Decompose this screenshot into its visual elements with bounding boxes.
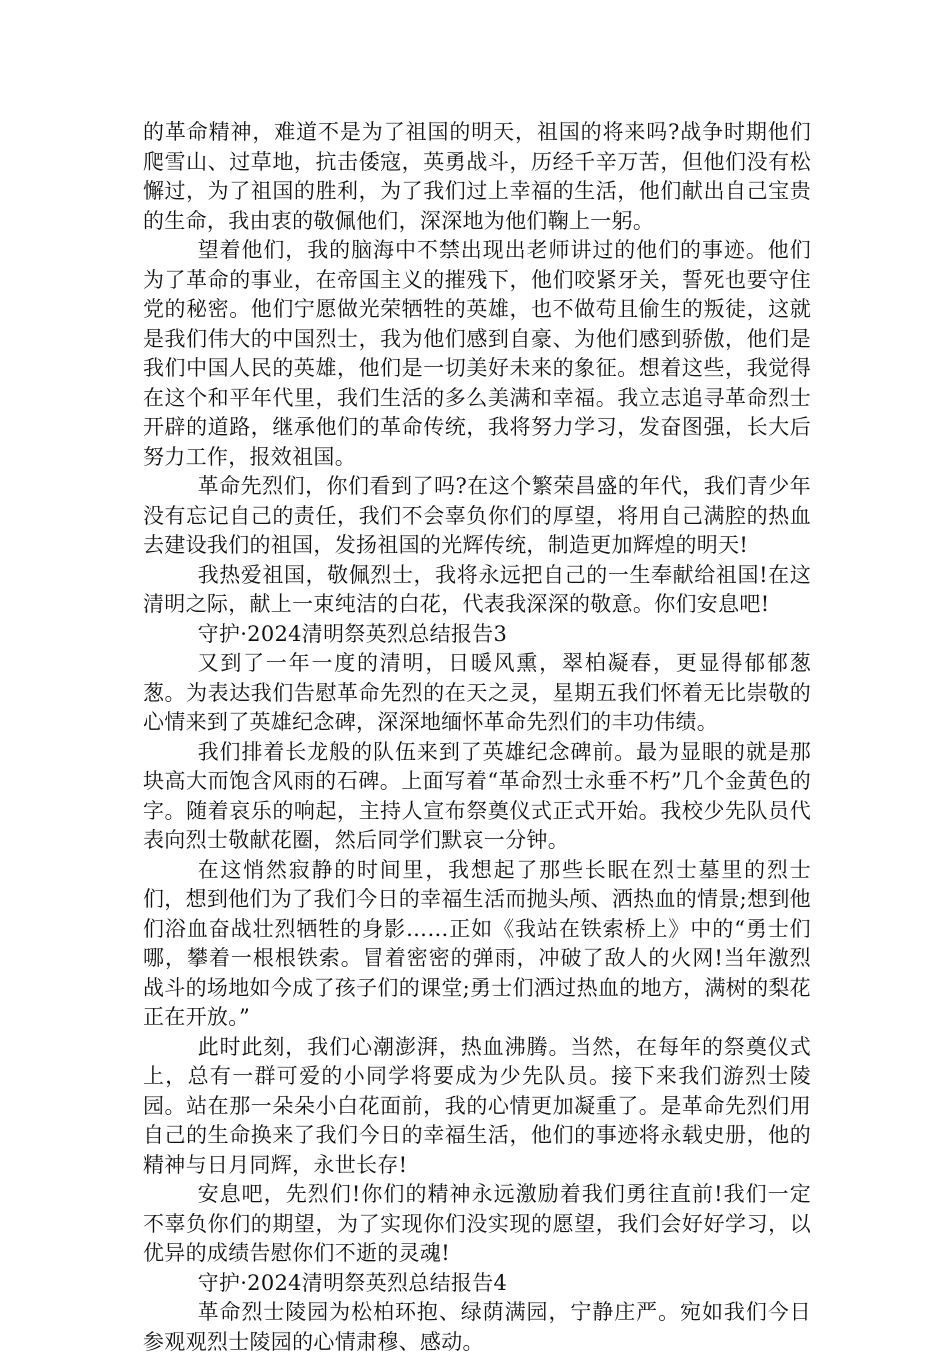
- paragraph: 我们排着长龙般的队伍来到了英雄纪念碑前。最为显眼的就是那块高大而饱含风雨的石碑。上面写着“革命烈士永垂不朽”几个金黄色的字。随着哀乐的响起，主持人宣布祭奠仪式正式开始。我校少先队员代表向烈士敬献花圈，然后同学们默哀一分钟。: [143, 739, 811, 852]
- section-heading-report-3: 守护·2024清明祭英烈总结报告3: [197, 621, 508, 646]
- paragraph: 又到了一年一度的清明，日暖风熏，翠柏凝春，更显得郁郁葱葱。为表达我们告慰革命先烈的在天之灵，星期五我们怀着无比崇敬的心情来到了英雄纪念碑，深深地缅怀革命先烈们的丰功伟绩。: [143, 651, 811, 734]
- paragraph: 在这悄然寂静的时间里，我想起了那些长眠在烈士墓里的烈士们，想到他们为了我们今日的幸福生活而抛头颅、洒热血的情景;想到他们浴血奋战壮烈牺牲的身影……正如《我站在铁索桥上》中的“勇士们哪，攀着一根根铁索。冒着密密的弹雨，冲破了敌人的火网!当年激烈战斗的场地如今成了孩子们的课堂;勇士们洒过热血的地方，满树的梨花正在开放。”: [143, 857, 811, 1029]
- paragraph-continuation: 的革命精神，难道不是为了祖国的明天，祖国的将来吗?战争时期他们爬雪山、过草地，抗击倭寇，英勇战斗，历经千辛万苦，但他们没有松懈过，为了祖国的胜利，为了我们过上幸福的生活，他们献出自己宝贵的生命，我由衷的敬佩他们，深深地为他们鞠上一躬。: [143, 120, 811, 233]
- paragraph: 望着他们，我的脑海中不禁出现出老师讲过的他们的事迹。他们为了革命的事业，在帝国主义的摧残下，他们咬紧牙关，誓死也要守住党的秘密。他们宁愿做光荣牺牲的英雄，也不做苟且偷生的叛徒，这就是我们伟大的中国烈士，我为他们感到自豪、为他们感到骄傲，他们是我们中国人民的英雄，他们是一切美好未来的象征。想着这些，我觉得在这个和平年代里，我们生活的多么美满和幸福。我立志追寻革命烈士开辟的道路，继承他们的革命传统，我将努力学习，发奋图强，长大后努力工作，报效祖国。: [143, 238, 811, 469]
- paragraph: 革命先烈们，你们看到了吗?在这个繁荣昌盛的年代，我们青少年没有忘记自己的责任，我们不会辜负你们的厚望，将用自己满腔的热血去建设我们的祖国，发扬祖国的光辉传统，制造更加辉煌的明天!: [143, 474, 811, 557]
- section-heading-report-4: 守护·2024清明祭英烈总结报告4: [197, 1270, 508, 1295]
- document-body: [143, 118, 811, 1357]
- paragraph: 安息吧，先烈们!你们的精神永远激励着我们勇往直前!我们一定不辜负你们的期望，为了实现你们没实现的愿望，我们会好好学习，以优异的成绩告慰你们不逝的灵魂!: [143, 1182, 811, 1265]
- paragraph: 我热爱祖国，敬佩烈士，我将永远把自己的一生奉献给祖国!在这清明之际，献上一束纯洁的白花，代表我深深的敬意。你们安息吧!: [143, 562, 811, 616]
- paragraph: 此时此刻，我们心潮澎湃，热血沸腾。当然，在每年的祭奠仪式上，总有一群可爱的小同学将要成为少先队员。接下来我们游烈士陵园。站在那一朵朵小白花面前，我的心情更加凝重了。是革命先烈们用自己的生命换来了我们今日的幸福生活，他们的事迹将永载史册，他的精神与日月同辉，永世长存!: [143, 1034, 811, 1177]
- paragraph: 革命烈士陵园为松柏环抱、绿荫满园，宁静庄严。宛如我们今日参观观烈士陵园的心情肃穆、感动。: [143, 1300, 811, 1354]
